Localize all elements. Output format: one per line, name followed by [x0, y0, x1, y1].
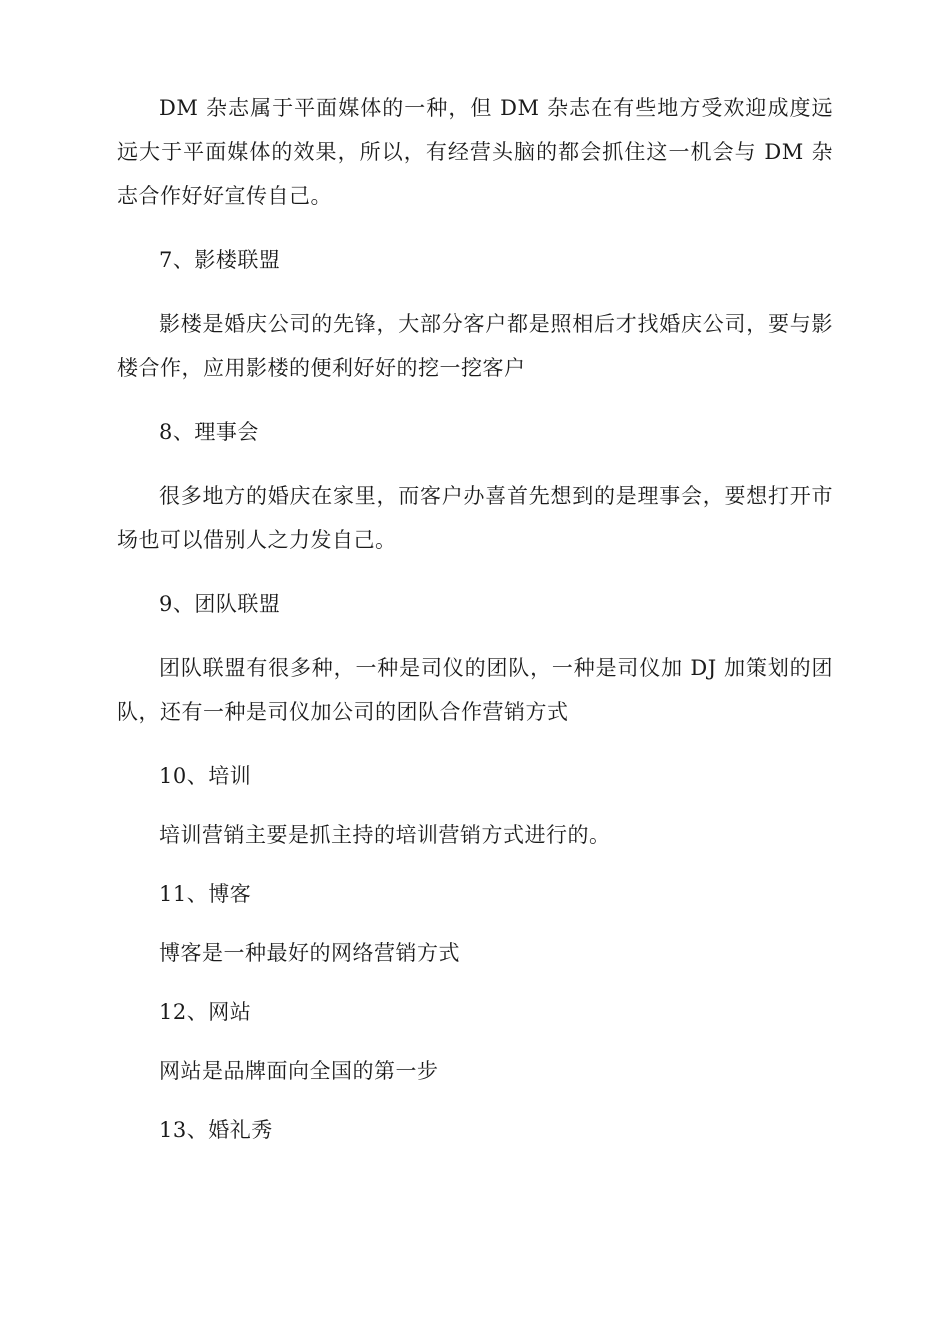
heading-wedding-show: 13、婚礼秀	[159, 1118, 273, 1142]
heading-blog: 11、博客	[159, 882, 252, 906]
paragraph-blog: 博客是一种最好的网络营销方式	[159, 941, 460, 965]
heading-council: 8、理事会	[159, 420, 259, 444]
paragraph-studio-alliance: 影楼是婚庆公司的先锋，大部分客户都是照相后才找婚庆公司，要与影楼合作，应用影楼的便利好好的挖一挖客户	[117, 312, 833, 380]
paragraph-website: 网站是品牌面向全国的第一步	[159, 1059, 439, 1083]
heading-website: 12、网站	[159, 1000, 252, 1024]
heading-team-alliance: 9、团队联盟	[159, 592, 281, 616]
heading-training: 10、培训	[159, 764, 252, 788]
paragraph-dm-magazine: DM 杂志属于平面媒体的一种，但 DM 杂志在有些地方受欢迎成度远远大于平面媒体的效果，所以，有经营头脑的都会抓住这一机会与 DM 杂志合作好好宣传自己。	[117, 96, 833, 208]
paragraph-council: 很多地方的婚庆在家里，而客户办喜首先想到的是理事会，要想打开市场也可以借别人之力发自己。	[117, 484, 833, 552]
paragraph-team-alliance: 团队联盟有很多种，一种是司仪的团队，一种是司仪加 DJ 加策划的团队，还有一种是司仪加公司的团队合作营销方式	[117, 656, 833, 724]
paragraph-training: 培训营销主要是抓主持的培训营销方式进行的。	[159, 823, 611, 847]
heading-studio-alliance: 7、影楼联盟	[159, 248, 281, 272]
